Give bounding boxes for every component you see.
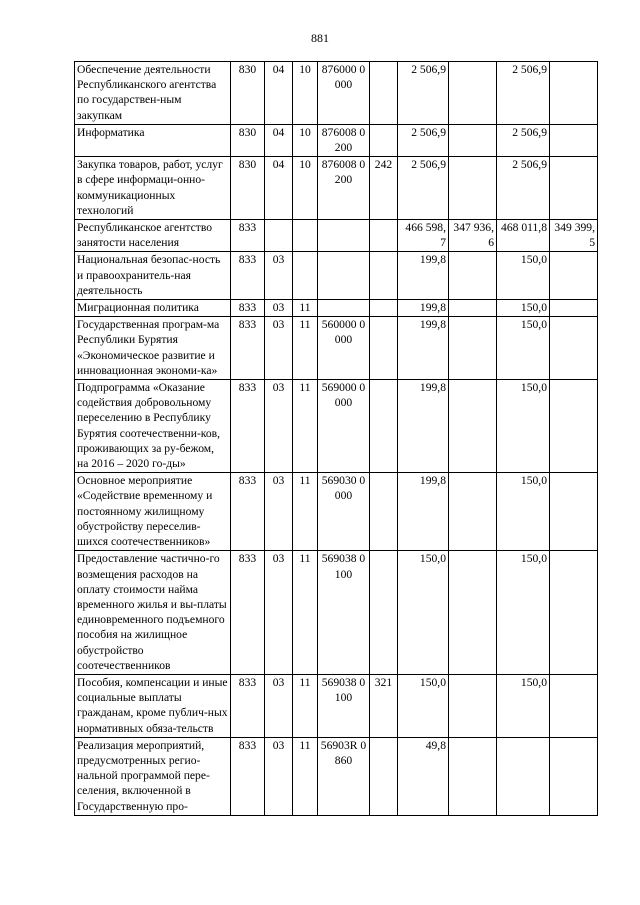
cell-amount-1: 150,0 [398, 674, 449, 737]
cell-amount-1: 150,0 [398, 551, 449, 675]
cell-subsection [293, 220, 318, 252]
cell-target-article: 876000 0000 [318, 62, 370, 125]
cell-amount-1: 199,8 [398, 473, 449, 551]
cell-subsection: 10 [293, 124, 318, 156]
cell-subsection [293, 252, 318, 300]
cell-amount-3: 150,0 [497, 317, 550, 380]
cell-ministry: 833 [231, 737, 265, 815]
page-number: 881 [311, 31, 329, 45]
cell-amount-3: 150,0 [497, 300, 550, 317]
cell-target-article: 560000 0000 [318, 317, 370, 380]
cell-subsection: 11 [293, 473, 318, 551]
cell-name: Обеспечение деятельности Республиканского агентства по государствен-ным закупкам [75, 62, 231, 125]
cell-amount-1: 199,8 [398, 317, 449, 380]
cell-expense-type [370, 551, 398, 675]
cell-name: Закупка товаров, работ, услуг в сфере информаци-онно-коммуникационных технологий [75, 157, 231, 220]
cell-section: 04 [265, 62, 293, 125]
cell-section: 04 [265, 157, 293, 220]
table-row [75, 157, 598, 220]
cell-subsection: 11 [293, 737, 318, 815]
cell-subsection: 11 [293, 551, 318, 675]
cell-target-article: 569038 0100 [318, 674, 370, 737]
cell-amount-4 [550, 157, 598, 220]
cell-subsection: 11 [293, 380, 318, 473]
cell-amount-1: 466 598,7 [398, 220, 449, 252]
cell-subsection: 10 [293, 157, 318, 220]
cell-expense-type: 321 [370, 674, 398, 737]
cell-ministry: 833 [231, 317, 265, 380]
cell-expense-type [370, 380, 398, 473]
cell-section: 03 [265, 473, 293, 551]
cell-amount-3: 2 506,9 [497, 157, 550, 220]
cell-name: Пособия, компенсации и иные социальные выплаты гражданам, кроме публич-ных нормативных обяза-тельств [75, 674, 231, 737]
cell-name: Предоставление частично-го возмещения расходов на оплату стоимости найма временного жилья и вы-платы единовременного подъемного пособия на жилищное обустройство соотечественников [75, 551, 231, 675]
cell-amount-2 [449, 551, 497, 675]
cell-target-article [318, 300, 370, 317]
cell-amount-2 [449, 737, 497, 815]
table-row [75, 220, 598, 252]
cell-subsection: 10 [293, 62, 318, 125]
cell-amount-1: 2 506,9 [398, 62, 449, 125]
cell-amount-4 [550, 551, 598, 675]
cell-target-article: 569030 0000 [318, 473, 370, 551]
cell-amount-2 [449, 157, 497, 220]
cell-target-article: 876008 0200 [318, 124, 370, 156]
table-row [75, 124, 598, 156]
cell-amount-3: 150,0 [497, 674, 550, 737]
cell-amount-2 [449, 380, 497, 473]
table-row [75, 674, 598, 737]
cell-subsection: 11 [293, 674, 318, 737]
table-row [75, 380, 598, 473]
cell-amount-4 [550, 473, 598, 551]
cell-name: Информатика [75, 124, 231, 156]
cell-subsection: 11 [293, 300, 318, 317]
cell-amount-1: 2 506,9 [398, 124, 449, 156]
cell-name: Реализация мероприятий, предусмотренных регио-нальной программой пере-селения, включенной в Государственную про- [75, 737, 231, 815]
cell-section: 03 [265, 674, 293, 737]
cell-amount-3: 150,0 [497, 473, 550, 551]
cell-amount-3: 468 011,8 [497, 220, 550, 252]
cell-name: Миграционная политика [75, 300, 231, 317]
cell-section [265, 220, 293, 252]
cell-amount-1: 2 506,9 [398, 157, 449, 220]
cell-target-article: 876008 0200 [318, 157, 370, 220]
cell-ministry: 830 [231, 157, 265, 220]
cell-section: 03 [265, 317, 293, 380]
cell-amount-3: 150,0 [497, 551, 550, 675]
cell-ministry: 833 [231, 473, 265, 551]
cell-amount-3: 2 506,9 [497, 124, 550, 156]
cell-expense-type [370, 300, 398, 317]
cell-expense-type [370, 252, 398, 300]
cell-section: 03 [265, 300, 293, 317]
cell-amount-4 [550, 62, 598, 125]
budget-table [74, 61, 598, 816]
cell-ministry: 830 [231, 62, 265, 125]
cell-target-article [318, 220, 370, 252]
cell-ministry: 833 [231, 220, 265, 252]
cell-section: 03 [265, 737, 293, 815]
cell-expense-type [370, 220, 398, 252]
cell-amount-1: 49,8 [398, 737, 449, 815]
cell-amount-2 [449, 124, 497, 156]
cell-name: Подпрограмма «Оказание содействия добровольному переселению в Республику Бурятия соотечественни-ков, проживающих за ру-бежом, на 2016 – 2020 го-ды» [75, 380, 231, 473]
cell-target-article: 569038 0100 [318, 551, 370, 675]
table-row [75, 737, 598, 815]
cell-amount-3: 150,0 [497, 380, 550, 473]
cell-amount-4 [550, 252, 598, 300]
cell-amount-1: 199,8 [398, 380, 449, 473]
cell-expense-type [370, 737, 398, 815]
cell-amount-2 [449, 252, 497, 300]
table-row [75, 317, 598, 380]
cell-name: Республиканское агентство занятости населения [75, 220, 231, 252]
cell-amount-2 [449, 300, 497, 317]
cell-expense-type: 242 [370, 157, 398, 220]
cell-section: 03 [265, 252, 293, 300]
cell-amount-2: 347 936,6 [449, 220, 497, 252]
cell-section: 03 [265, 551, 293, 675]
table-row [75, 300, 598, 317]
cell-amount-4 [550, 300, 598, 317]
cell-ministry: 830 [231, 124, 265, 156]
cell-amount-2 [449, 62, 497, 125]
cell-section: 04 [265, 124, 293, 156]
cell-section: 03 [265, 380, 293, 473]
cell-amount-4 [550, 674, 598, 737]
cell-ministry: 833 [231, 674, 265, 737]
cell-amount-4 [550, 124, 598, 156]
table-row [75, 62, 598, 125]
cell-amount-4: 349 399,5 [550, 220, 598, 252]
cell-amount-3 [497, 737, 550, 815]
cell-amount-2 [449, 317, 497, 380]
cell-amount-4 [550, 737, 598, 815]
cell-ministry: 833 [231, 380, 265, 473]
table-row [75, 252, 598, 300]
cell-ministry: 833 [231, 300, 265, 317]
cell-amount-1: 199,8 [398, 300, 449, 317]
cell-expense-type [370, 473, 398, 551]
cell-amount-3: 150,0 [497, 252, 550, 300]
cell-target-article [318, 252, 370, 300]
cell-ministry: 833 [231, 252, 265, 300]
cell-subsection: 11 [293, 317, 318, 380]
cell-amount-2 [449, 473, 497, 551]
cell-ministry: 833 [231, 551, 265, 675]
cell-target-article: 569000 0000 [318, 380, 370, 473]
cell-name: Основное мероприятие «Содействие временному и постоянному жилищному обустройству переселив-шихся соотечественников» [75, 473, 231, 551]
cell-target-article: 56903R 0860 [318, 737, 370, 815]
cell-expense-type [370, 124, 398, 156]
cell-expense-type [370, 317, 398, 380]
cell-name: Государственная програм-ма Республики Бурятия «Экономическое развитие и инновационная экономи-ка» [75, 317, 231, 380]
cell-name: Национальная безопас-ность и правоохранитель-ная деятельность [75, 252, 231, 300]
cell-expense-type [370, 62, 398, 125]
cell-amount-2 [449, 674, 497, 737]
table-row [75, 473, 598, 551]
cell-amount-4 [550, 380, 598, 473]
cell-amount-3: 2 506,9 [497, 62, 550, 125]
cell-amount-1: 199,8 [398, 252, 449, 300]
cell-amount-4 [550, 317, 598, 380]
table-row [75, 551, 598, 675]
